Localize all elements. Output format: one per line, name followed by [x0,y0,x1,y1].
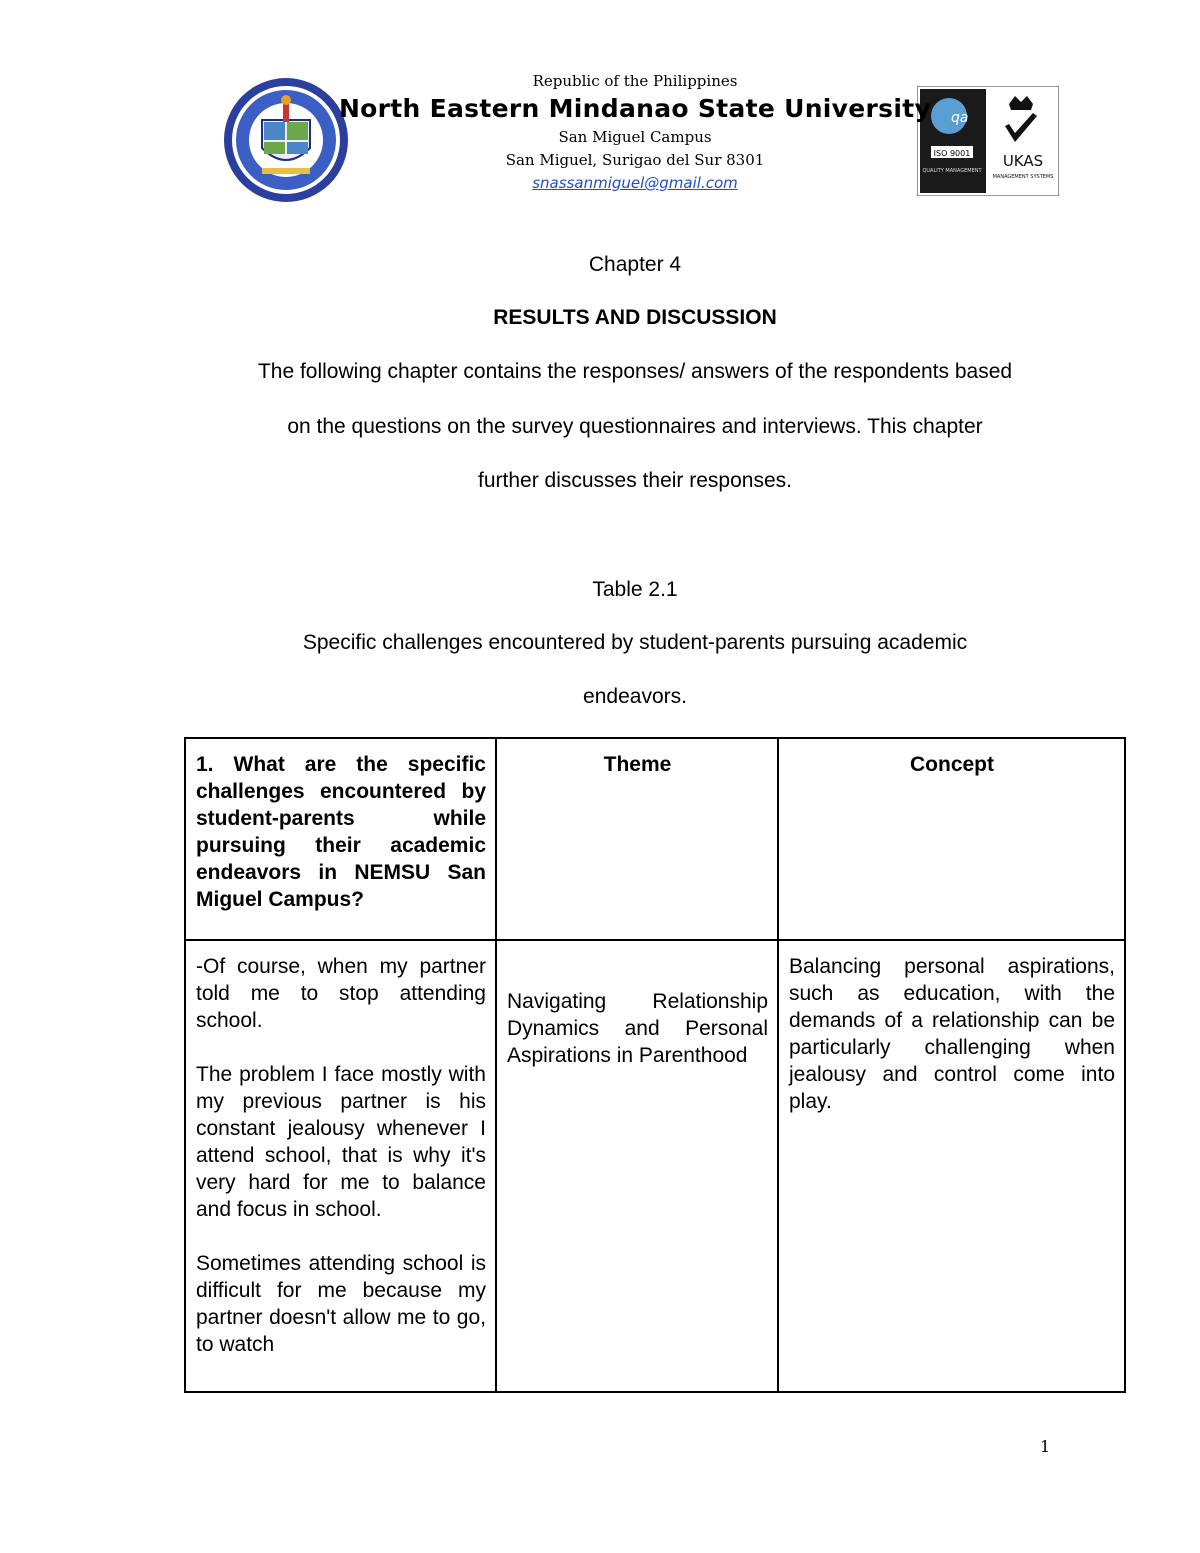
response-text: -Of course, when my partner told me to stop attending school. [196,955,486,1032]
table-row [185,940,1125,1392]
ukas-label: UKAS [1002,152,1044,170]
results-table [184,737,1126,1393]
intro-line: on the questions on the survey questionnaires and interviews. This chapter [287,415,983,438]
intro-line: The following chapter contains the responses/ answers of the respondents based [257,360,1013,383]
theme-text: Navigating Relationship Dynamics and Personal Aspirations in Parenthood [507,990,768,1067]
chapter-heading: Chapter 4 [588,253,682,276]
theme-cell [496,940,778,1392]
page-number: 1 [1040,1437,1051,1456]
republic-line: Republic of the Philippines [532,72,738,90]
qa-logo-text: qa [951,110,969,126]
response-text: Sometimes attending school is difficult for me because my partner doesn't allow me to go, to watch [196,1252,486,1356]
concept-header: Concept [778,738,1125,940]
campus-name: San Miguel Campus [558,128,712,146]
concept-cell [778,940,1125,1392]
email-link[interactable]: snassanmiguel@gmail.com [532,174,738,192]
table-number: Table 2.1 [592,578,678,601]
quality-label: QUALITY MANAGEMENT [922,168,982,174]
intro-line: further discusses their responses. [478,469,792,492]
concept-text: Balancing personal aspirations, such as education, with the demands of a relationship can be particularly challenging when jealousy and control come into play. [789,955,1115,1113]
campus-address: San Miguel, Surigao del Sur 8301 [505,151,765,169]
ukas-sub-label: MANAGEMENT SYSTEMS [992,174,1054,180]
responses-cell [185,940,496,1392]
response-text: The problem I face mostly with my previous partner is his constant jealousy whenever I attend school, that is why it's very hard for me to balance and focus in school. [196,1063,486,1221]
table-caption-line: Specific challenges encountered by student-parents pursuing academic [302,631,968,654]
iso-label: ISO 9001 [933,149,971,158]
university-name: North Eastern Mindanao State University [338,94,932,123]
question-header: 1. What are the specific challenges encountered by student-parents while pursuing their academic endeavors in NEMSU San Miguel Campus? [185,738,496,940]
theme-header: Theme [496,738,778,940]
table-caption-line: endeavors. [583,685,687,708]
section-title: RESULTS AND DISCUSSION [493,306,777,329]
table-header-row [185,738,1125,940]
